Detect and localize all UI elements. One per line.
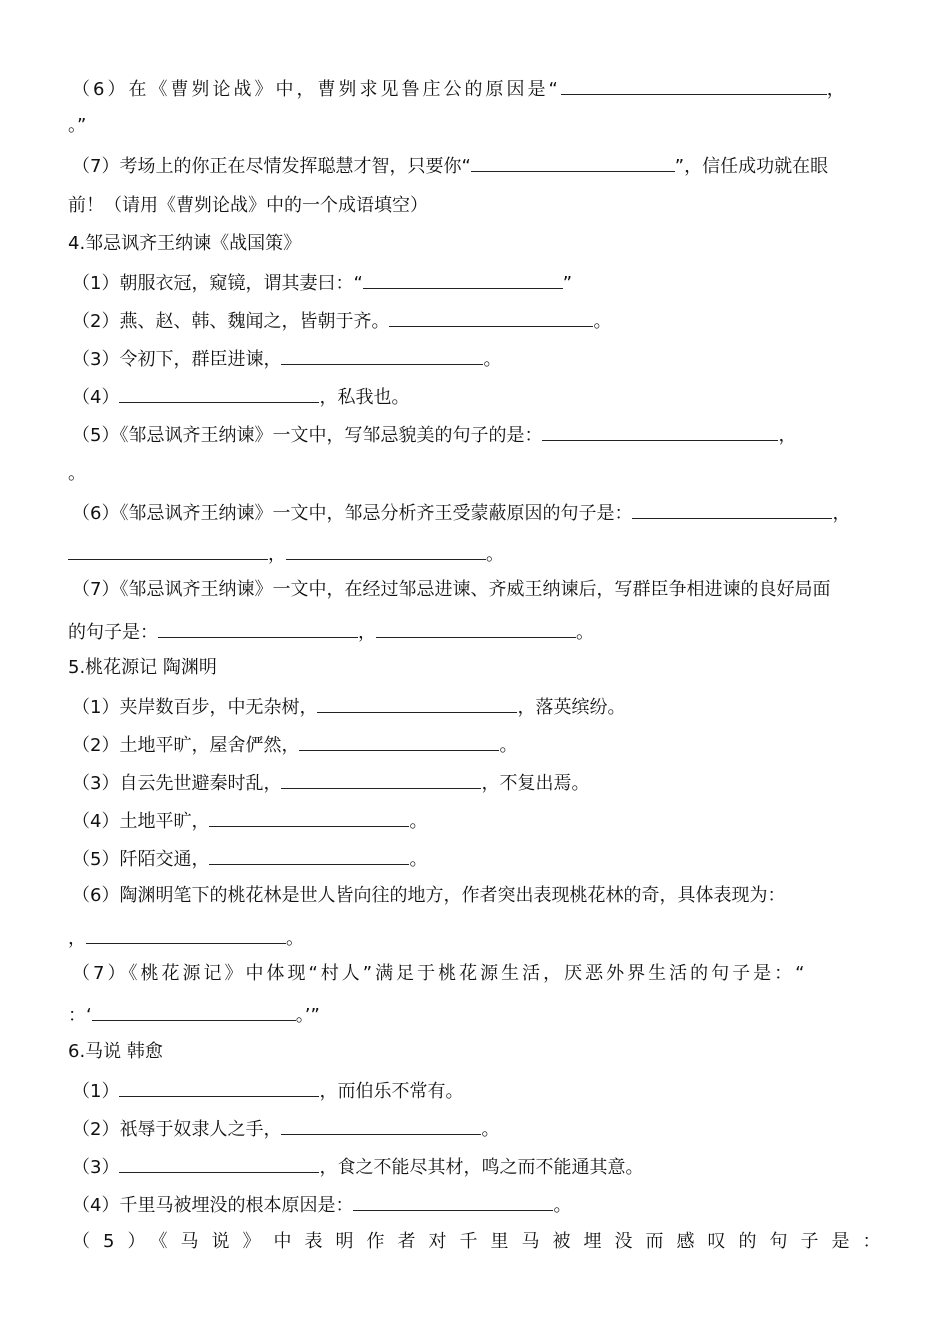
q3-6: （6）在《曹刿论战》中，曹刿求见鲁庄公的原因是“ ， (72, 76, 848, 102)
q5-2: （2）土地平旷，屋舍俨然， 。 (72, 732, 517, 758)
answer-blank[interactable] (68, 541, 268, 560)
answer-blank[interactable] (561, 76, 827, 95)
section-6-title: 6.马说 韩愈 (68, 1041, 163, 1062)
answer-blank[interactable] (389, 308, 593, 327)
q5-4: （4）土地平旷， 。 (72, 808, 427, 834)
answer-blank[interactable] (86, 925, 286, 944)
answer-blank[interactable] (92, 1002, 296, 1021)
answer-blank[interactable] (363, 270, 563, 289)
q4-5: （5）《邹忌讽齐王纳谏》一文中，写邹忌貌美的句子的是： ， (72, 422, 796, 448)
answer-blank[interactable] (632, 500, 832, 519)
q4-7-cont: 的句子是： ， 。 (68, 619, 594, 645)
answer-blank[interactable] (299, 732, 499, 751)
answer-blank[interactable] (281, 770, 481, 789)
answer-blank[interactable] (317, 694, 517, 713)
answer-blank[interactable] (376, 619, 576, 638)
q6-3: （3） ，食之不能尽其材，鸣之而不能通其意。 (72, 1154, 643, 1180)
q3-6-end: 。” (68, 115, 87, 136)
q6-2: （2）祇辱于奴隶人之手， 。 (72, 1116, 499, 1142)
answer-blank[interactable] (353, 1192, 553, 1211)
answer-blank[interactable] (471, 153, 675, 172)
answer-blank[interactable] (281, 1116, 481, 1135)
answer-blank[interactable] (119, 384, 319, 403)
q4-3: （3）令初下，群臣进谏， 。 (72, 346, 501, 372)
answer-blank[interactable] (119, 1154, 319, 1173)
q4-7: （7）《邹忌讽齐王纳谏》一文中，在经过邹忌进谏、齐威王纳谏后，写群臣争相进谏的良好局面 (72, 579, 831, 600)
q4-1: （1）朝服衣冠，窥镜，谓其妻曰：“ ” (72, 270, 572, 296)
answer-blank[interactable] (281, 346, 483, 365)
q5-6: （6）陶渊明笔下的桃花林是世人皆向往的地方，作者突出表现桃花林的奇，具体表现为： (72, 885, 786, 906)
answer-blank[interactable] (209, 846, 409, 865)
q5-5: （5）阡陌交通， 。 (72, 846, 427, 872)
q5-3: （3）自云先世避秦时乱， ，不复出焉。 (72, 770, 589, 796)
q5-6-cont: ， 。 (68, 925, 304, 951)
q5-7: （7）《桃花源记》中体现“村人”满足于桃花源生活，厌恶外界生活的句子是：“ (72, 963, 808, 984)
q6-4: （4）千里马被埋没的根本原因是： 。 (72, 1192, 571, 1218)
section-4-title: 4.邹忌讽齐王纳谏《战国策》 (68, 233, 302, 254)
q6-1: （1） ，而伯乐不常有。 (72, 1078, 463, 1104)
q4-5-end: 。 (68, 463, 86, 484)
q3-7: （7）考场上的你正在尽情发挥聪慧才智，只要你“ ”，信任成功就在眼 (72, 153, 828, 179)
q6-5: （5）《马说》中表明作者对千里马被埋没而感叹的句子是： (72, 1231, 894, 1252)
q4-6-cont: ， 。 (68, 541, 504, 567)
answer-blank[interactable] (542, 422, 778, 441)
answer-blank[interactable] (209, 808, 409, 827)
q4-2: （2）燕、赵、韩、魏闻之，皆朝于齐。 。 (72, 308, 611, 334)
q5-7-cont: ：‘ 。’” (68, 1002, 320, 1028)
answer-blank[interactable] (119, 1078, 319, 1097)
q4-6: （6）《邹忌讽齐王纳谏》一文中，邹忌分析齐王受蒙蔽原因的句子是： ， (72, 500, 850, 526)
answer-blank[interactable] (158, 619, 358, 638)
answer-blank[interactable] (286, 541, 486, 560)
section-5-title: 5.桃花源记 陶渊明 (68, 657, 217, 678)
q4-4: （4） ，私我也。 (72, 384, 409, 410)
q5-1: （1）夹岸数百步，中无杂树， ，落英缤纷。 (72, 694, 625, 720)
q3-7-cont: 前！（请用《曹刿论战》中的一个成语填空） (68, 195, 428, 216)
